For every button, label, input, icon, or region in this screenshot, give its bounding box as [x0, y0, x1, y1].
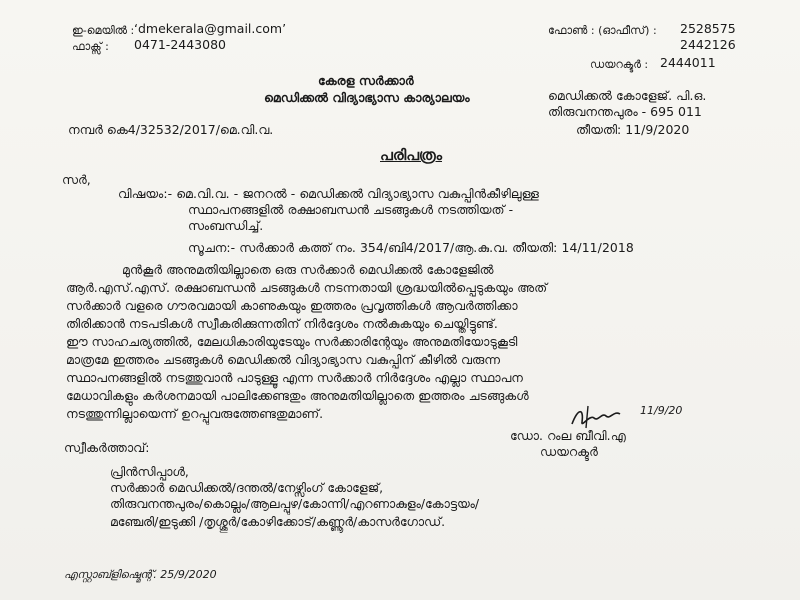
body-line: നടത്തുന്നില്ലായെന്ന് ഉറപ്പുവരുത്തേണ്ടതുമാണ്.	[66, 406, 324, 421]
body-line: ആർ.എസ്.എസ്. രക്ഷാബന്ധൻ ചടങ്ങുകൾ നടന്നതായി ശ്രദ്ധയിൽപ്പെടുകയും അത്	[66, 280, 548, 295]
body-line: മുൻകൂർ അനുമതിയില്ലാതെ ഒരു സർക്കാർ മെഡിക്കൽ കോളേജിൽ	[122, 262, 494, 277]
body-line: സ്ഥാപനങ്ങളിൽ നടത്തുവാൻ പാടുള്ളൂ എന്ന സർക്കാർ നിർദ്ദേശം എല്ലാ സ്ഥാപന	[66, 370, 523, 385]
circular-date: തീയതി: 11/9/2020	[576, 122, 690, 137]
body-line: സർക്കാർ വളരെ ഗൗരവമായി കാണുകയും ഇത്തരം പ്രവൃത്തികൾ ആവർത്തിക്കാ	[66, 298, 518, 313]
signer-name: ഡോ. റംല ബീവി.എ	[510, 428, 626, 443]
recipient-line: പ്രിൻസിപ്പാൾ,	[110, 464, 189, 479]
body-line: മാത്രമേ ഇത്തരം ചടങ്ങുകൾ മെഡിക്കൽ വിദ്യാഭ്യാസ വകുപ്പിന് കീഴിൽ വരുന്ന	[66, 352, 500, 367]
reference-note: സൂചന:- സർക്കാർ കത്ത് നം. 354/ബി4/2017/ആ.കു.വ. തീയതി: 14/11/2018	[188, 240, 634, 255]
office-name: മെഡിക്കൽ വിദ്യാഭ്യാസ കാര്യാലയം	[264, 90, 470, 105]
fax-label: ഫാക്സ് :	[72, 40, 109, 53]
salutation: സർ,	[62, 172, 91, 187]
recipient-line: തിരുവനന്തപുരം/കൊല്ലം/ആലപ്പുഴ/കോന്നി/എറണാകുളം/കോട്ടയം/	[110, 496, 480, 511]
body-line: മേധാവികളും കർശനമായി പാലിക്കേണ്ടതും അനുമതിയില്ലാതെ ഇത്തരം ചടങ്ങുകൾ	[66, 388, 529, 403]
recipient-label: സ്വീകർത്താവ്:	[64, 440, 150, 455]
subject-line-2: സ്ഥാപനങ്ങളിൽ രക്ഷാബന്ധൻ ചടങ്ങുകൾ നടത്തിയത് -	[188, 202, 514, 217]
director-phone-value: 2444011	[660, 55, 716, 70]
document-title: പരിപത്രം	[380, 146, 442, 164]
govt-name: കേരള സർക്കാർ	[318, 73, 414, 88]
subject-line-3: സംബന്ധിച്ച്.	[188, 218, 264, 233]
director-phone-label: ഡയറക്ടർ :	[590, 58, 649, 71]
body-line: തിരിക്കാൻ നടപടികൾ സ്വീകരിക്കുന്നതിന് നിർദ്ദേശം നൽകുകയും ചെയ്തിട്ടുണ്ട്.	[66, 316, 498, 331]
body-line: ഈ സാഹചര്യത്തിൽ, മേലധികാരിയുടേയും സർക്കാരിന്റേയും അനുമതിയോടുകൂടി	[66, 334, 518, 349]
recipient-line: സർക്കാർ മെഡിക്കൽ/ദന്തൽ/നേഴ്സിംഗ് കോളേജ്,	[110, 480, 384, 495]
address-line-2: തിരുവനന്തപുരം - 695 011	[548, 104, 702, 119]
recipient-line: മഞ്ചേരി/ഇടുക്കി /തൃശ്ശൂർ/കോഴിക്കോട്/കണ്ണൂർ/കാസർഗോഡ്.	[110, 514, 446, 529]
subject-line-1: വിഷയം:- മെ.വി.വ. - ജനറൽ - മെഡിക്കൽ വിദ്യാഭ്യാസ വകുപ്പിൻകീഴിലുള്ള	[118, 186, 539, 201]
phone-value-2: 2442126	[680, 37, 736, 52]
address-line-1: മെഡിക്കൽ കോളേജ്. പി.ഒ.	[548, 88, 707, 103]
footer-note: എസ്റ്റാബ്ളിഷ്മെന്റ്. 25/9/2020	[64, 568, 217, 581]
email-label: ഇ-മെയിൽ :	[72, 24, 135, 37]
fax-value: 0471-2443080	[134, 37, 226, 52]
phone-value-1: 2528575	[680, 21, 736, 36]
phone-label: ഫോൺ : (ഓഫീസ്) :	[548, 24, 657, 37]
signature-date: 11/9/20	[640, 404, 683, 417]
reference-number: നമ്പർ കെ4/32532/2017/മെ.വി.വ.	[68, 122, 274, 137]
email-value: ‘dmekerala@gmail.com’	[134, 21, 287, 36]
signer-designation: ഡയറക്ടർ	[540, 444, 598, 459]
